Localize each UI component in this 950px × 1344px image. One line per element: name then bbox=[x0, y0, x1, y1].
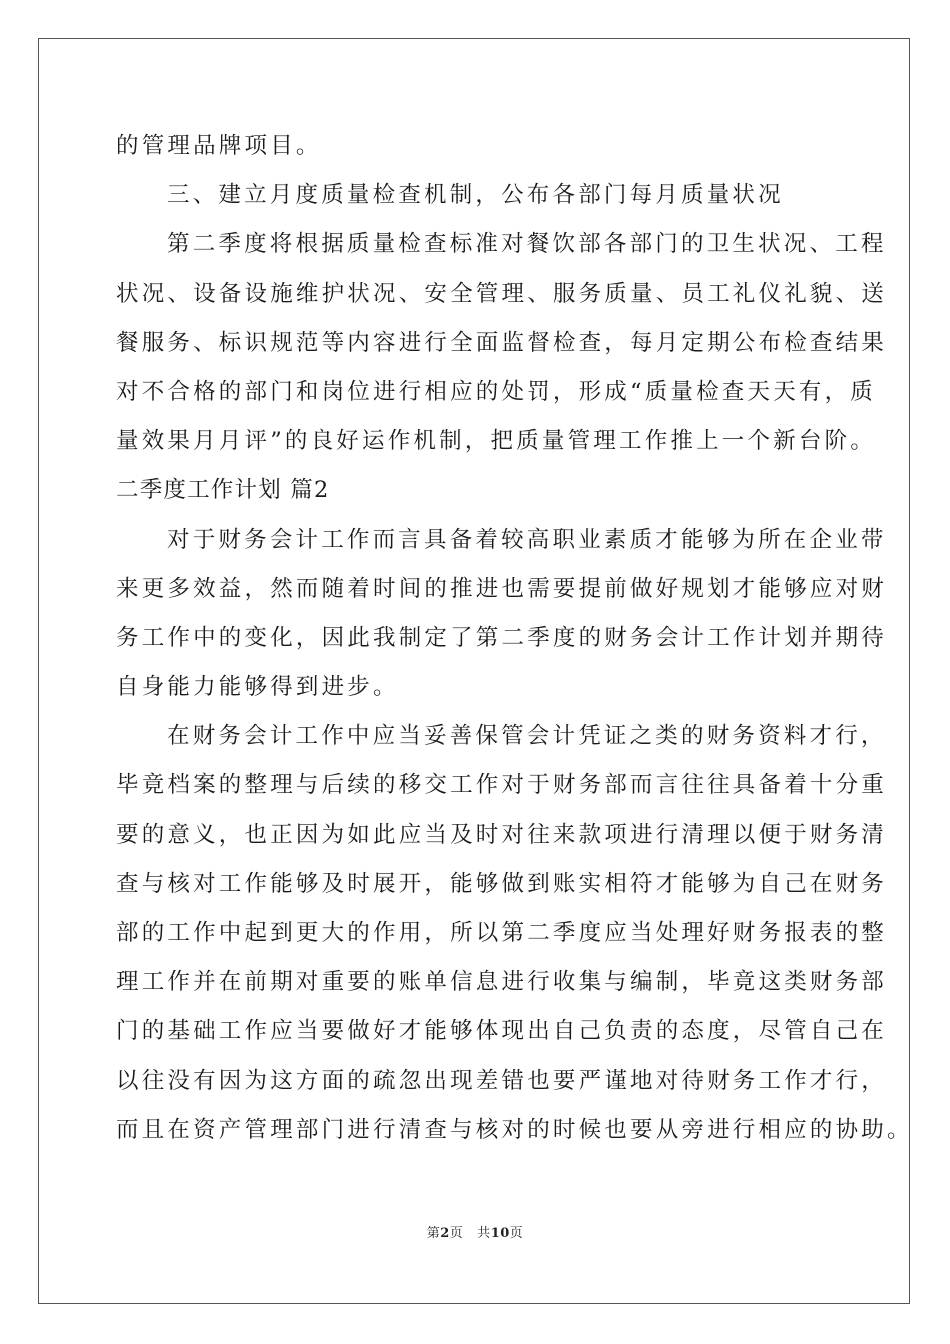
text-line: 量效果月月评”的良好运作机制，把质量管理工作推上一个新台阶。 bbox=[116, 428, 877, 455]
text-line: 门的基础工作应当要做好才能够体现出自己负责的态度，尽管自己在 bbox=[116, 1018, 888, 1045]
footer-total-prefix: 共 bbox=[477, 1226, 491, 1241]
footer-total-suffix: 页 bbox=[509, 1226, 524, 1241]
text-line: 的管理品牌项目。 bbox=[116, 133, 322, 159]
text-line: 务工作中的变化，因此我制定了第二季度的财务会计工作计划并期待 bbox=[116, 624, 888, 651]
text-line: 第二季度将根据质量检查标准对餐饮部各部门的卫生状况、工程 bbox=[167, 231, 887, 258]
text-line: 要的意义，也正因为如此应当及时对往来款项进行清理以便于财务清 bbox=[116, 821, 888, 848]
footer-page-total: 10 bbox=[490, 1226, 510, 1241]
footer-page-prefix: 第 bbox=[426, 1226, 441, 1241]
section-heading: 二季度工作计划 篇2 bbox=[116, 477, 330, 504]
document-body bbox=[116, 122, 913, 1155]
text-line: 以往没有因为这方面的疏忽出现差错也要严谨地对待财务工作才行， bbox=[116, 1067, 888, 1094]
text-line: 状况、设备设施维护状况、安全管理、服务质量、员工礼仪礼貌、送 bbox=[116, 280, 888, 307]
text-line: 来更多效益，然而随着时间的推进也需要提前做好规划才能够应对财 bbox=[116, 575, 888, 602]
footer-page-suffix: 页 bbox=[449, 1226, 464, 1241]
text-line: 毕竟档案的整理与后续的移交工作对于财务部而言往往具备着十分重 bbox=[116, 772, 888, 799]
text-line: 在财务会计工作中应当妥善保管会计凭证之类的财务资料才行， bbox=[167, 723, 887, 750]
text-line: 对不合格的部门和岗位进行相应的处罚，形成“质量检查天天有，质 bbox=[116, 378, 877, 405]
text-line: 理工作并在前期对重要的账单信息进行收集与编制，毕竟这类财务部 bbox=[116, 969, 888, 996]
text-line: 餐服务、标识规范等内容进行全面监督检查，每月定期公布检查结果 bbox=[116, 329, 888, 356]
page-footer bbox=[0, 1222, 950, 1241]
text-line: 三、建立月度质量检查机制，公布各部门每月质量状况 bbox=[167, 182, 784, 209]
text-line: 查与核对工作能够及时展开，能够做到账实相符才能够为自己在财务 bbox=[116, 870, 888, 897]
footer-page-current: 2 bbox=[440, 1226, 450, 1241]
text-line: 而且在资产管理部门进行清查与核对的时候也要从旁进行相应的协助。 bbox=[116, 1116, 913, 1143]
text-line: 部的工作中起到更大的作用，所以第二季度应当处理好财务报表的整 bbox=[116, 920, 888, 946]
text-line: 对于财务会计工作而言具备着较高职业素质才能够为所在企业带 bbox=[167, 526, 887, 553]
text-line: 自身能力能够得到进步。 bbox=[116, 674, 399, 701]
